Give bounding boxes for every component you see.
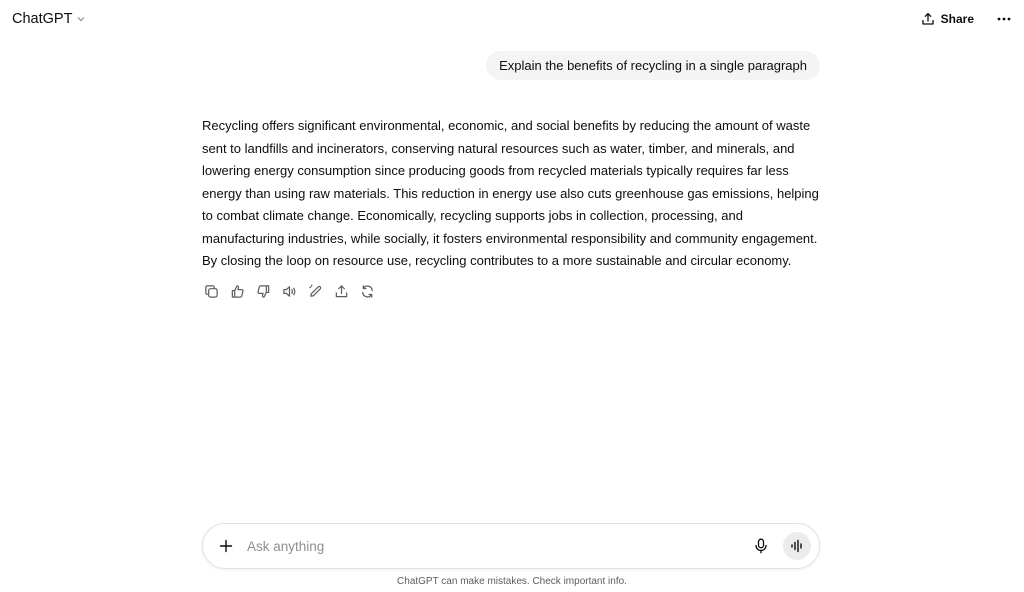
upload-icon	[334, 284, 349, 299]
footer-disclaimer: ChatGPT can make mistakes. Check important info.	[397, 576, 627, 587]
share-button[interactable]	[921, 12, 974, 26]
read-aloud-button[interactable]	[280, 283, 298, 301]
ellipsis-icon	[997, 17, 1011, 21]
message-composer	[202, 523, 820, 569]
top-bar	[0, 0, 1024, 38]
model-label: ChatGPT	[12, 11, 73, 27]
regenerate-icon	[360, 284, 375, 299]
assistant-message	[202, 115, 824, 301]
user-message: Explain the benefits of recycling in a single paragraph	[486, 51, 820, 80]
plus-icon	[219, 539, 233, 553]
thumbs-down-icon	[256, 284, 271, 299]
edit-icon	[308, 284, 323, 299]
microphone-icon	[754, 538, 768, 554]
prompt-input[interactable]	[247, 539, 751, 554]
dictate-button[interactable]	[751, 536, 771, 556]
copy-icon	[204, 284, 219, 299]
add-attachment-button[interactable]	[217, 537, 235, 555]
share-label: Share	[940, 12, 974, 26]
user-message-row	[486, 51, 820, 80]
thumbs-up-icon	[230, 284, 245, 299]
share-response-button[interactable]	[332, 283, 350, 301]
message-actions	[202, 283, 824, 301]
copy-button[interactable]	[202, 283, 220, 301]
assistant-message-text: Recycling offers significant environmental, economic, and social benefits by reducing the amount of waste sent to landfills and incinerators, conserving natural resources such as water, timber, and minerals, and lowering energy consumption since producing goods from recycled materials typically requires far less energy than using raw materials. This reduction in energy use also cuts greenhouse gas emissions, helping to combat climate change. Economically, recycling supports jobs in collection, processing, and manufacturing industries, while socially, it fosters environmental responsibility and community engagement. By closing the loop on resource use, recycling contributes to a more sustainable and circular economy.	[202, 118, 819, 268]
more-options-button[interactable]	[996, 11, 1012, 27]
read-aloud-icon	[282, 284, 297, 299]
voice-waveform-icon	[790, 539, 804, 553]
bad-response-button[interactable]	[254, 283, 272, 301]
voice-mode-button[interactable]	[783, 532, 811, 560]
header-actions	[921, 11, 1012, 27]
regenerate-button[interactable]	[358, 283, 376, 301]
chevron-down-icon	[76, 14, 86, 24]
share-icon	[921, 12, 935, 26]
edit-button[interactable]	[306, 283, 324, 301]
good-response-button[interactable]	[228, 283, 246, 301]
model-selector[interactable]	[12, 11, 86, 27]
